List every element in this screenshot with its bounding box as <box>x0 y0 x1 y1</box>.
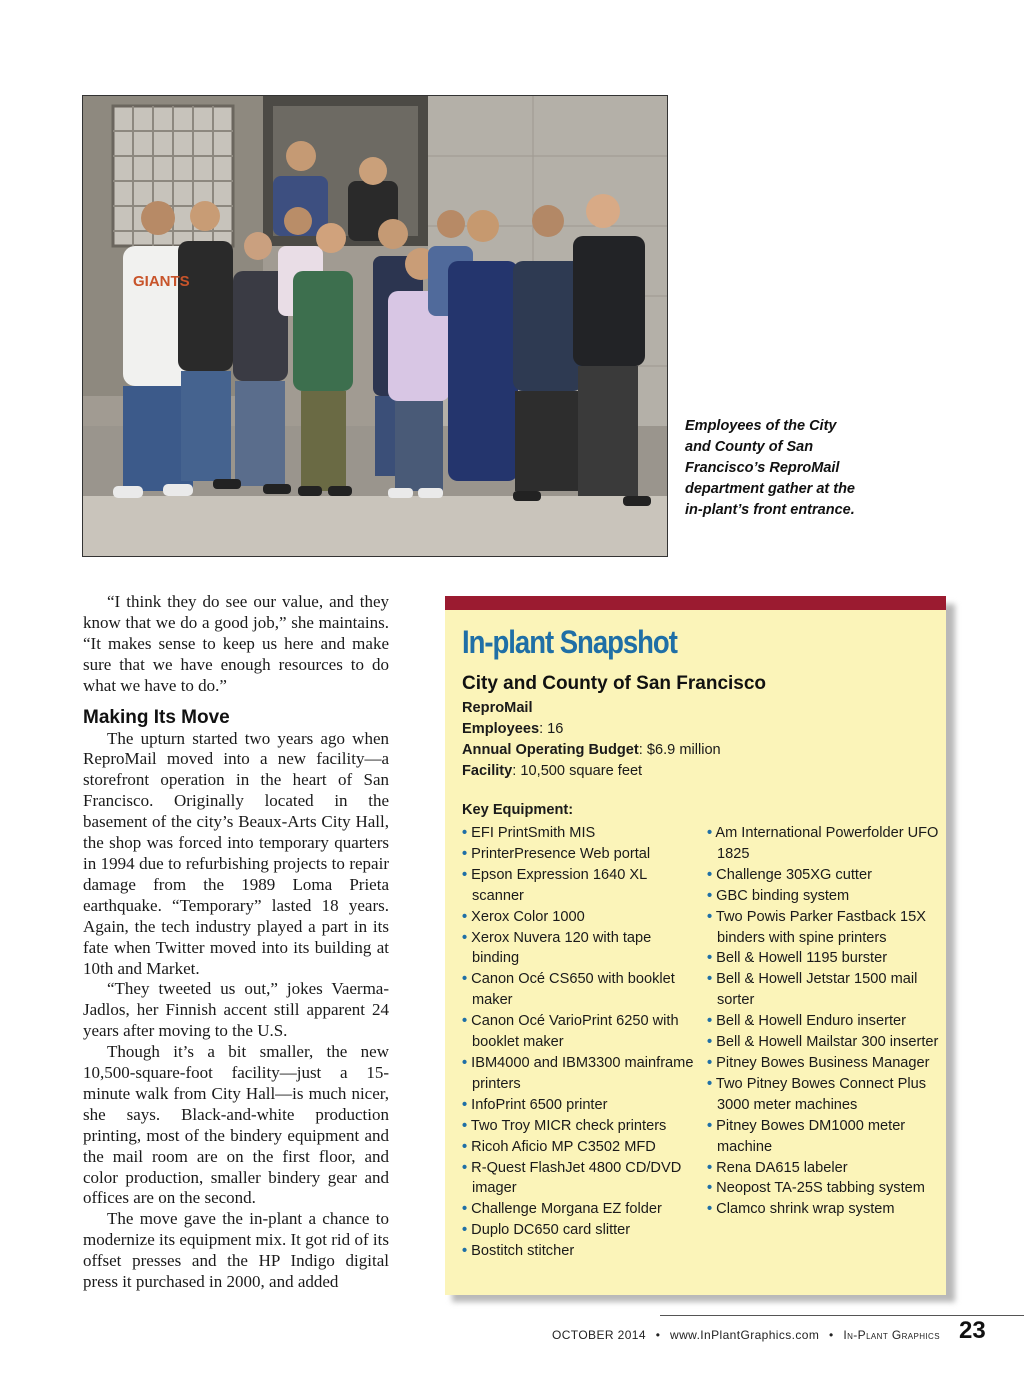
bullet-icon: • <box>707 1117 713 1134</box>
equipment-item <box>462 1011 702 1053</box>
bullet-icon: • <box>707 908 713 925</box>
equipment-item-label: Rena DA615 labeler <box>716 1159 848 1176</box>
snapshot-top-bar <box>445 596 946 610</box>
equipment-item-label: Challenge 305XG cutter <box>716 866 872 883</box>
equipment-item <box>462 823 702 844</box>
equipment-item <box>462 865 702 907</box>
equipment-item <box>707 948 939 969</box>
equipment-item-label: Neopost TA-25S tabbing system <box>716 1180 925 1197</box>
equipment-item-label: Canon Océ VarioPrint 6250 with booklet maker <box>471 1013 679 1051</box>
photo-caption: Employees of the City and County of San Francisco’s ReproMail department gather at the in-plant’s front entrance. <box>685 418 855 518</box>
page-footer <box>552 1328 940 1342</box>
equipment-item <box>462 969 702 1011</box>
equipment-item <box>462 1095 702 1116</box>
bullet-icon: • <box>462 825 468 841</box>
article-paragraph: Though it’s a bit smaller, the new 10,500-square-foot facility—just a 15-minute walk from City Hall—is much nicer, she says. Black-and-white production printing, most of the bindery equipment and the mail room are on the first floor, and color production, smaller bindery gear and offices are on the second. <box>83 1042 389 1208</box>
equipment-item <box>462 844 702 865</box>
equipment-item-label: IBM4000 and IBM3300 mainframe printers <box>471 1054 694 1092</box>
bullet-icon: • <box>462 908 468 925</box>
facility-value: : 10,500 square feet <box>512 763 643 779</box>
equipment-item-label: Xerox Nuvera 120 with tape binding <box>471 929 652 967</box>
bullet-icon: • <box>707 1201 713 1218</box>
jersey-text: GIANTS <box>133 273 190 290</box>
article-paragraph: “They tweeted us out,” jokes Vaerma-Jadlos, her Finnish accent still apparent 24 years after moving to the U.S. <box>83 979 389 1041</box>
equipment-item <box>707 1011 939 1032</box>
equipment-item <box>462 1158 702 1200</box>
equipment-item-label: EFI PrintSmith MIS <box>471 825 596 841</box>
bullet-icon: • <box>462 971 468 988</box>
equipment-item-label: Bell & Howell 1195 burster <box>716 950 888 967</box>
bullet-icon: • <box>707 825 713 841</box>
equipment-item <box>462 1241 702 1262</box>
bullet-icon: • <box>707 971 713 988</box>
equipment-item <box>707 886 939 907</box>
budget-value: : $6.9 million <box>638 742 721 758</box>
equipment-item-label: Bell & Howell Jetstar 1500 mail sorter <box>716 971 918 1009</box>
bullet-icon: • <box>462 845 468 862</box>
equipment-item <box>462 928 702 970</box>
bullet-icon: • <box>707 1159 713 1176</box>
footer-separator: • <box>655 1328 661 1342</box>
equipment-item-label: Bell & Howell Mailstar 300 inserter <box>716 1034 939 1051</box>
equipment-item <box>707 1032 939 1053</box>
equipment-item <box>707 907 939 949</box>
employees-label: Employees <box>462 721 540 737</box>
bullet-icon: • <box>462 1117 468 1134</box>
issue-date: OCTOBER 2014 <box>552 1328 646 1342</box>
equipment-item <box>707 1158 939 1179</box>
equipment-item-label: Canon Océ CS650 with booklet maker <box>471 971 675 1009</box>
equipment-item <box>707 823 939 865</box>
equipment-list-right <box>707 823 939 1220</box>
equipment-item <box>707 969 939 1011</box>
article-paragraph: The move gave the in-plant a chance to modernize its equipment mix. It got rid of its offset presses and the HP Indigo digital press it purchased in 2000, and added <box>83 1209 389 1292</box>
equipment-item-label: Epson Expression 1640 XL scanner <box>471 866 647 904</box>
equipment-item <box>462 1116 702 1137</box>
bullet-icon: • <box>707 1180 713 1197</box>
equipment-item-label: Bostitch stitcher <box>471 1243 575 1260</box>
equipment-item <box>707 1074 939 1116</box>
equipment-item <box>707 865 939 886</box>
equipment-item <box>462 907 702 928</box>
equipment-item-label: Ricoh Aficio MP C3502 MFD <box>471 1138 656 1155</box>
magazine-name: In-Plant Graphics <box>843 1328 940 1342</box>
equipment-item-label: Two Troy MICR check printers <box>470 1117 667 1134</box>
footer-rule <box>660 1315 1024 1316</box>
article-paragraph: The upturn started two years ago when ReproMail moved into a new facility—a storefront operation in the heart of San Francisco. Originally located in the basement of the city’s Beaux-Arts City Hall, the shop was forced into temporary quarters in 1994 due to refurbishing projects to repair damage from the 1989 Loma Prieta earthquake. “Temporary” lasted 18 years. Again, the tech industry played a part in its fate when Twitter moved into its building at 10th and Market. <box>83 728 389 978</box>
equipment-item <box>462 1220 702 1241</box>
bullet-icon: • <box>707 1075 713 1092</box>
snapshot-title: In-plant Snapshot <box>462 624 677 660</box>
equipment-item <box>707 1116 939 1158</box>
equipment-item-label: GBC binding system <box>716 887 850 904</box>
equipment-item-label: InfoPrint 6500 printer <box>471 1096 608 1113</box>
snapshot-box <box>445 596 946 1295</box>
bullet-icon: • <box>462 1243 468 1260</box>
group-photo-illustration <box>83 96 668 557</box>
facility-label: Facility <box>462 763 513 779</box>
equipment-item-label: Xerox Color 1000 <box>471 908 585 925</box>
equipment-item <box>707 1053 939 1074</box>
bullet-icon: • <box>707 887 713 904</box>
bullet-icon: • <box>462 1222 468 1239</box>
equipment-item-label: Two Powis Parker Fastback 15X binders with spine printers <box>715 908 926 946</box>
key-equipment-heading: Key Equipment: <box>462 802 574 818</box>
website-link[interactable]: www.InPlantGraphics.com <box>670 1328 820 1342</box>
section-heading: Making Its Move <box>83 706 230 728</box>
equipment-item <box>462 1199 702 1220</box>
bullet-icon: • <box>462 1138 468 1155</box>
bullet-icon: • <box>707 1013 713 1030</box>
bullet-icon: • <box>462 1096 468 1113</box>
equipment-item-label: Challenge Morgana EZ folder <box>471 1201 662 1218</box>
bullet-icon: • <box>707 1054 713 1071</box>
page-number: 23 <box>959 1317 986 1344</box>
equipment-item <box>707 1178 939 1199</box>
bullet-icon: • <box>707 866 713 883</box>
equipment-item-label: Pitney Bowes Business Manager <box>716 1054 930 1071</box>
equipment-list-left <box>462 823 702 1262</box>
group-photo <box>82 95 668 557</box>
bullet-icon: • <box>707 1034 713 1051</box>
bullet-icon: • <box>707 950 713 967</box>
equipment-item <box>462 1137 702 1158</box>
equipment-item-label: R-Quest FlashJet 4800 CD/DVD imager <box>471 1159 682 1197</box>
equipment-item-label: Bell & Howell Enduro inserter <box>716 1013 906 1030</box>
article-column <box>83 592 389 1293</box>
equipment-item <box>462 1053 702 1095</box>
budget-label: Annual Operating Budget <box>462 742 639 758</box>
equipment-item <box>707 1199 939 1220</box>
equipment-item-label: Pitney Bowes DM1000 meter machine <box>716 1117 906 1155</box>
bullet-icon: • <box>462 1054 468 1071</box>
bullet-icon: • <box>462 866 468 883</box>
equipment-item-label: PrinterPresence Web portal <box>471 845 651 862</box>
equipment-item-label: Two Pitney Bowes Connect Plus 3000 meter machines <box>715 1075 926 1113</box>
article-paragraph: “I think they do see our value, and they know that we do a good job,” she maintains. “It makes sense to keep us here and make sure that we have enough resources to do what we have to do.” <box>83 592 389 695</box>
employees-value: : 16 <box>539 721 564 737</box>
bullet-icon: • <box>462 1201 468 1218</box>
equipment-item-label: Clamco shrink wrap system <box>716 1201 895 1218</box>
department-name: ReproMail <box>462 700 533 716</box>
bullet-icon: • <box>462 929 468 946</box>
bullet-icon: • <box>462 1159 468 1176</box>
footer-separator: • <box>829 1328 834 1342</box>
snapshot-organization: City and County of San Francisco <box>462 673 767 694</box>
bullet-icon: • <box>462 1013 468 1030</box>
snapshot-facts <box>462 698 721 782</box>
equipment-item-label: Duplo DC650 card slitter <box>471 1222 631 1239</box>
equipment-item-label: Am International Powerfolder UFO 1825 <box>715 825 939 862</box>
